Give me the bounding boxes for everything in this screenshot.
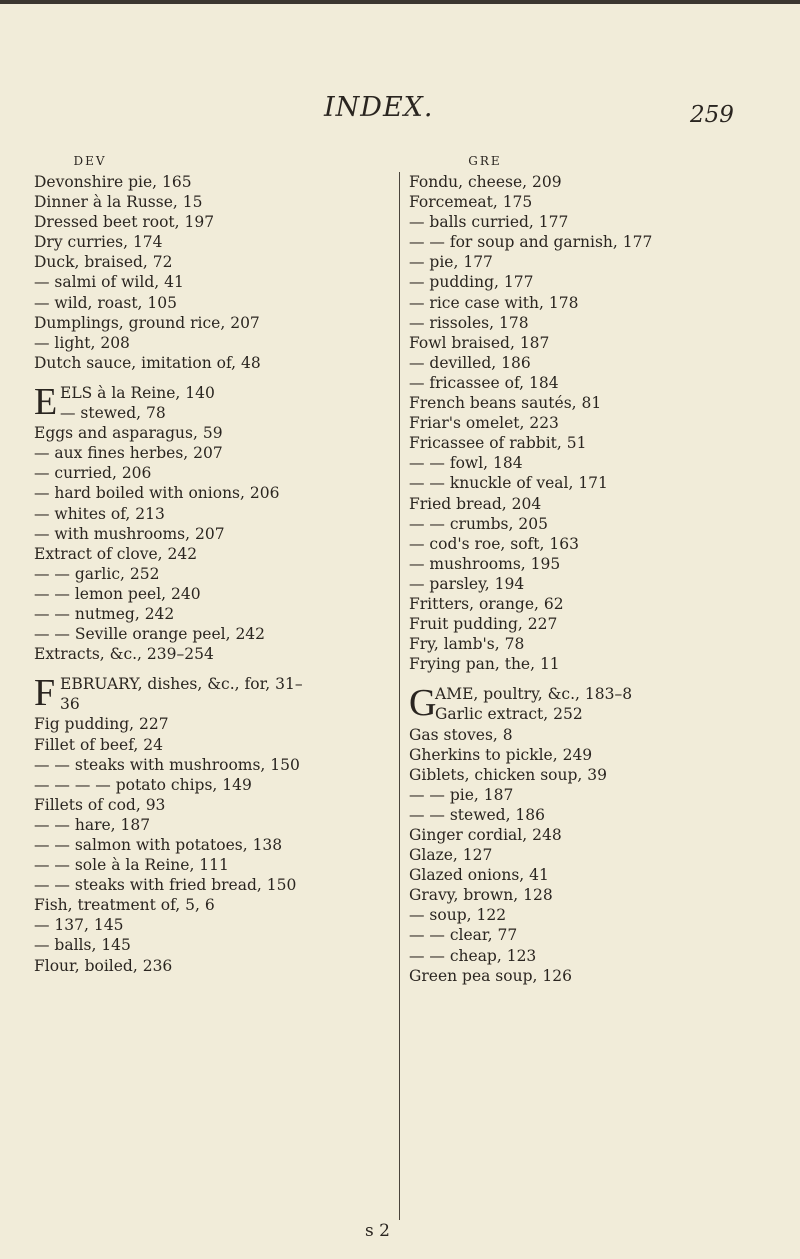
left-column <box>34 150 394 976</box>
index-entry: — — pie, 187 <box>409 785 514 804</box>
left-block-3 <box>34 714 394 975</box>
dropcap-e: E <box>34 380 58 423</box>
index-entry: Dry curries, 174 <box>34 233 163 252</box>
index-entry: Extract of clove, 242 <box>34 544 198 563</box>
index-entry: — — hare, 187 <box>34 815 151 834</box>
index-entry: — rice case with, 178 <box>409 293 579 312</box>
index-entry: — stewed, 78 <box>60 404 166 423</box>
index-entry: — fricassee of, 184 <box>409 373 559 392</box>
index-entry: Flour, boiled, 236 <box>34 956 173 975</box>
right-block-1 <box>409 172 769 674</box>
left-column-heading: DEV <box>73 154 107 168</box>
index-entry: — — garlic, 252 <box>34 564 160 583</box>
index-entry: — soup, 122 <box>409 906 507 925</box>
index-entry: — light, 208 <box>34 333 130 352</box>
index-entry: — — nutmeg, 242 <box>34 604 175 623</box>
index-entry: Gas stoves, 8 <box>409 725 513 744</box>
index-entry: Gherkins to pickle, 249 <box>409 745 593 764</box>
index-entry: — — — — potato chips, 149 <box>34 775 252 794</box>
index-entry: Fritters, orange, 62 <box>409 594 564 613</box>
index-entry: Glaze, 127 <box>409 846 493 865</box>
index-entry: — — stewed, 186 <box>409 805 546 824</box>
index-entry: — rissoles, 178 <box>409 313 529 332</box>
index-entry: Devonshire pie, 165 <box>34 173 192 191</box>
index-entry: 36 <box>60 695 80 714</box>
section-e-start <box>34 380 394 423</box>
index-entry: Fig pudding, 227 <box>34 715 169 734</box>
index-entry: — balls curried, 177 <box>409 213 569 232</box>
section-g-start <box>409 684 769 724</box>
section-f-start <box>34 674 394 714</box>
index-entry: — mushrooms, 195 <box>409 554 561 573</box>
index-entry: AME, poultry, &c., 183–8 <box>435 685 633 704</box>
left-block-2 <box>34 423 394 664</box>
index-entry: Dressed beet root, 197 <box>34 213 215 232</box>
index-entry: — — steaks with mushrooms, 150 <box>34 755 300 774</box>
index-entry: — aux fines herbes, 207 <box>34 444 223 463</box>
index-entry: — — clear, 77 <box>409 926 518 945</box>
index-entry: ELS à la Reine, 140 <box>60 383 215 402</box>
index-entry: Friar's omelet, 223 <box>409 414 559 433</box>
index-entry: Glazed onions, 41 <box>409 866 549 885</box>
index-entry: — — lemon peel, 240 <box>34 584 201 603</box>
right-column <box>409 150 769 986</box>
index-entry: — salmi of wild, 41 <box>34 273 184 292</box>
index-entry: Dinner à la Russe, 15 <box>34 193 203 212</box>
index-entry: Fillet of beef, 24 <box>34 735 163 754</box>
index-entry: Fish, treatment of, 5, 6 <box>34 896 215 915</box>
index-entry: EBRUARY, dishes, &c., for, 31– <box>60 675 303 694</box>
index-entry: Eggs and asparagus, 59 <box>34 424 223 443</box>
page-edge-line <box>0 0 800 4</box>
index-entry: — with mushrooms, 207 <box>34 524 225 543</box>
index-entry: Green pea soup, 126 <box>409 966 572 985</box>
index-entry: — — salmon with potatoes, 138 <box>34 836 283 854</box>
dropcap-g: G <box>409 682 437 725</box>
index-entry: Fillets of cod, 93 <box>34 795 166 814</box>
index-entry: — cod's roe, soft, 163 <box>409 534 579 553</box>
index-entry: — whites of, 213 <box>34 504 165 523</box>
index-entry: — — steaks with fried bread, 150 <box>34 876 297 895</box>
signature-mark: s 2 <box>365 1221 390 1241</box>
index-entry: Fry, lamb's, 78 <box>409 635 525 654</box>
page-title: INDEX. <box>324 92 434 123</box>
column-divider <box>399 172 400 1220</box>
index-entry: Fondu, cheese, 209 <box>409 173 562 191</box>
index-entry: — devilled, 186 <box>409 353 531 372</box>
index-entry: Duck, braised, 72 <box>34 253 173 272</box>
index-entry: — balls, 145 <box>34 936 131 955</box>
index-entry: Dutch sauce, imitation of, 48 <box>34 353 261 372</box>
page-number: 259 <box>690 102 734 128</box>
dropcap-f: F <box>34 672 56 715</box>
index-entry: — — Seville orange peel, 242 <box>34 625 266 644</box>
index-entry: — wild, roast, 105 <box>34 293 177 312</box>
index-entry: — curried, 206 <box>34 464 152 483</box>
index-entry: — — fowl, 184 <box>409 454 523 473</box>
index-entry: Fricassee of rabbit, 51 <box>409 434 587 453</box>
left-block-1 <box>34 172 394 373</box>
right-column-heading: GRE <box>468 154 502 168</box>
index-entry: Extracts, &c., 239–254 <box>34 645 214 664</box>
index-entry: Fowl braised, 187 <box>409 333 550 352</box>
index-entry: Garlic extract, 252 <box>435 705 583 724</box>
index-entry: — parsley, 194 <box>409 574 525 593</box>
index-entry: — pie, 177 <box>409 253 493 272</box>
index-entry: — — for soup and garnish, 177 <box>409 233 653 252</box>
index-entry: French beans sautés, 81 <box>409 394 602 413</box>
index-entry: Fried bread, 204 <box>409 494 542 513</box>
index-entry: — — cheap, 123 <box>409 946 537 965</box>
index-entry: — — knuckle of veal, 171 <box>409 474 608 493</box>
index-entry: — — sole à la Reine, 111 <box>34 856 229 875</box>
index-entry: — pudding, 177 <box>409 273 534 292</box>
index-entry: — — crumbs, 205 <box>409 514 548 533</box>
index-entry: Frying pan, the, 11 <box>409 655 560 674</box>
right-block-2 <box>409 725 769 986</box>
index-entry: Fruit pudding, 227 <box>409 615 558 634</box>
index-entry: Dumplings, ground rice, 207 <box>34 313 260 332</box>
index-entry: Gravy, brown, 128 <box>409 886 553 905</box>
index-entry: — 137, 145 <box>34 916 124 935</box>
index-entry: Forcemeat, 175 <box>409 193 533 212</box>
index-entry: Ginger cordial, 248 <box>409 826 562 844</box>
index-entry: Giblets, chicken soup, 39 <box>409 765 607 784</box>
index-entry: — hard boiled with onions, 206 <box>34 484 280 503</box>
